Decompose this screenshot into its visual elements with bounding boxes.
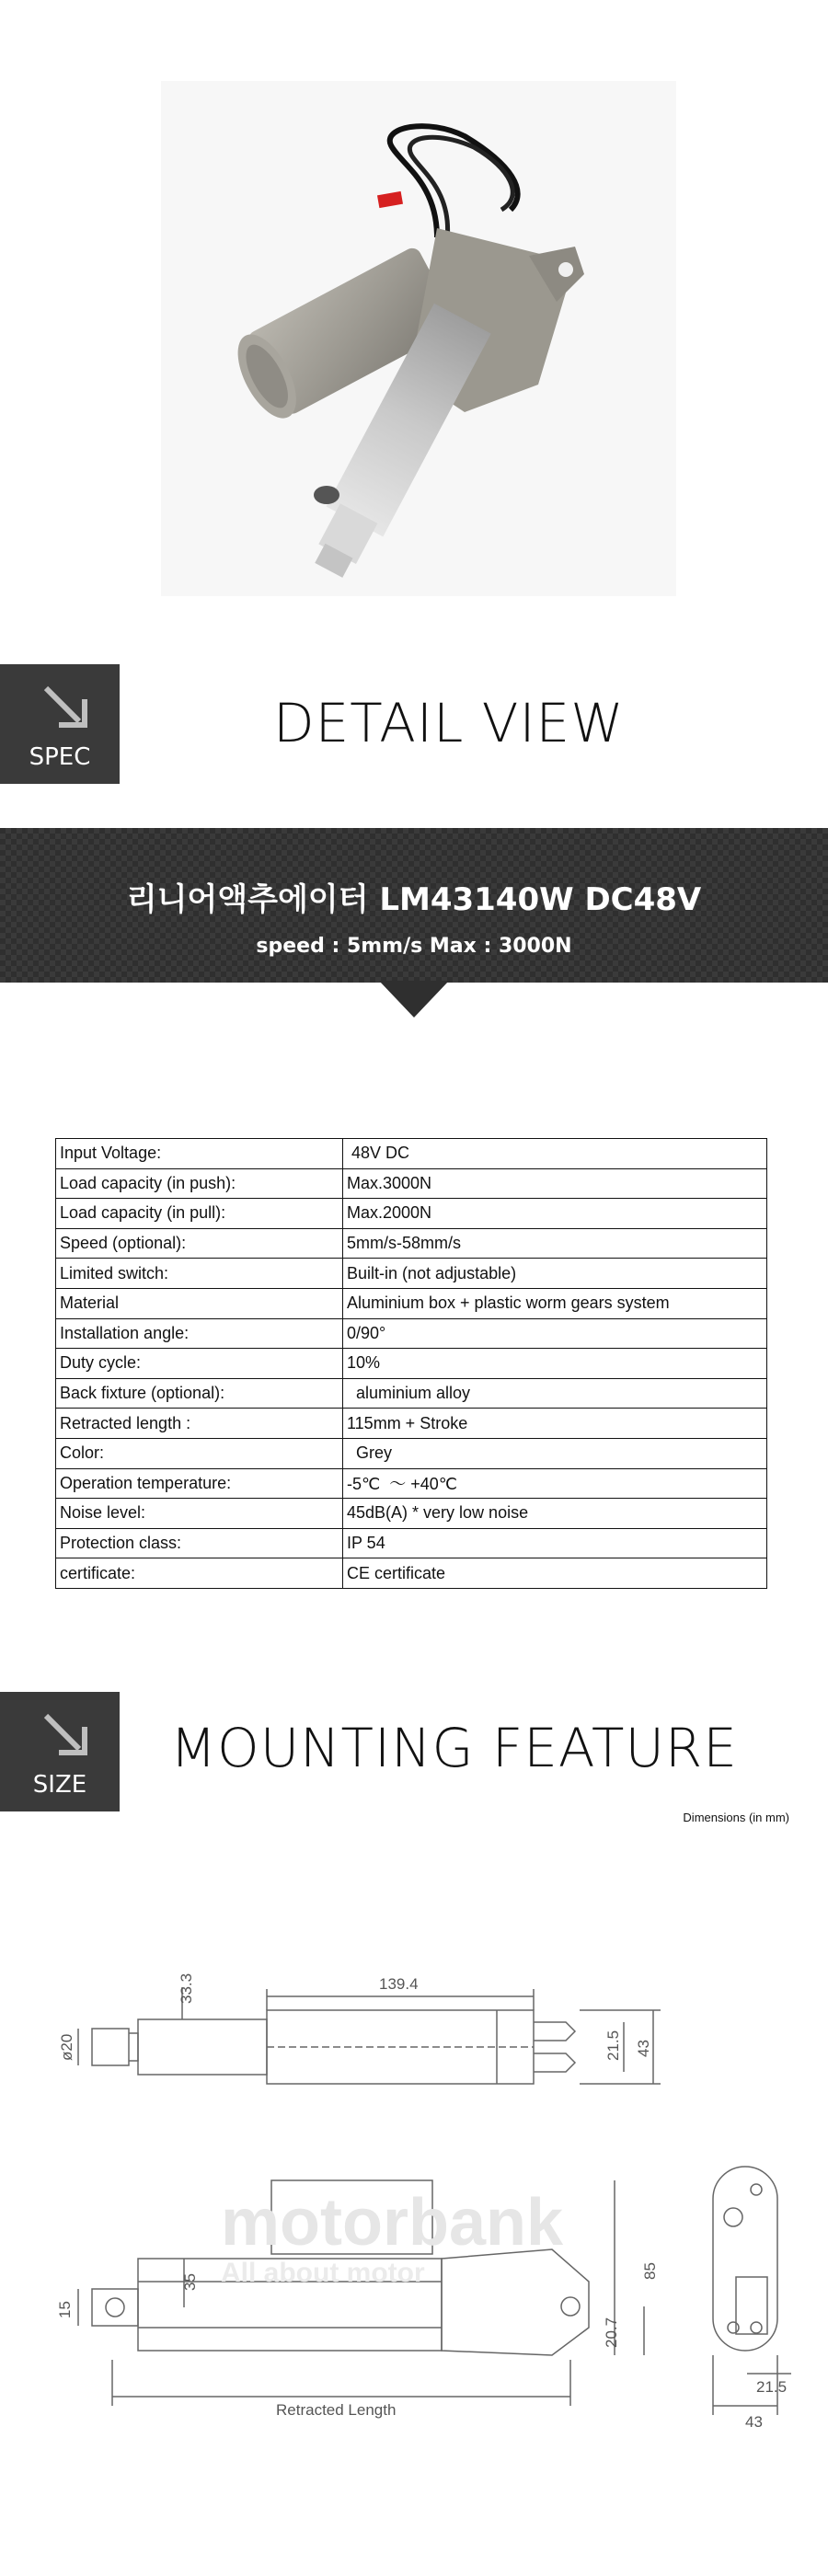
detail-view-title: DETAIL VIEW — [273, 692, 625, 754]
banner-title: 리니어액추에이터 LM43140W DC48V — [126, 881, 702, 918]
spec-label: Operation temperature: — [56, 1468, 343, 1499]
spec-label: Noise level: — [56, 1499, 343, 1529]
dim-diameter: ø20 — [58, 2033, 75, 2061]
dim-end-width: 43 — [745, 2413, 763, 2431]
spec-row — [56, 1378, 767, 1409]
dim-height-top: 33.3 — [178, 1972, 195, 2004]
top-view-rod-end — [92, 2029, 129, 2065]
spec-row — [56, 1318, 767, 1349]
banner-notch — [379, 981, 449, 1018]
dim-width-top-large: 43 — [635, 2040, 652, 2057]
spec-value: 45dB(A) * very low noise — [343, 1499, 767, 1529]
arrow-down-right-icon — [39, 679, 98, 738]
spec-row — [56, 1499, 767, 1529]
spec-value: Grey — [343, 1438, 767, 1468]
spec-table — [55, 1138, 767, 1589]
spec-row — [56, 1438, 767, 1468]
dim-rod-end: 15 — [56, 2301, 74, 2318]
banner-subtitle: speed : 5mm/s Max : 3000N — [256, 935, 572, 958]
spec-label: Load capacity (in push): — [56, 1168, 343, 1199]
spec-value: 48V DC — [343, 1139, 767, 1169]
spec-row — [56, 1168, 767, 1199]
spec-value: IP 54 — [343, 1528, 767, 1558]
dim-bottom-height: 20.7 — [603, 2317, 620, 2348]
spec-label: Limited switch: — [56, 1259, 343, 1289]
spec-label: Input Voltage: — [56, 1139, 343, 1169]
watermark-main: motorbank — [221, 2186, 564, 2260]
spec-label: Back fixture (optional): — [56, 1378, 343, 1409]
dim-length-top: 139.4 — [379, 1975, 419, 1993]
spec-row — [56, 1528, 767, 1558]
spec-value: CE certificate — [343, 1558, 767, 1589]
product-photo — [161, 81, 676, 596]
dimensions-note: Dimensions (in mm) — [683, 1811, 789, 1824]
spec-row — [56, 1199, 767, 1229]
spec-label: Material — [56, 1288, 343, 1318]
spec-badge-label: SPEC — [29, 743, 91, 771]
dim-tube-offset: 35 — [181, 2273, 199, 2291]
spec-value: 5mm/s-58mm/s — [343, 1228, 767, 1259]
spec-label: Speed (optional): — [56, 1228, 343, 1259]
spec-label: certificate: — [56, 1558, 343, 1589]
spec-row — [56, 1409, 767, 1439]
spec-row — [56, 1228, 767, 1259]
spec-label: Color: — [56, 1438, 343, 1468]
mounting-feature-title: MOUNTING FEATURE — [170, 1717, 738, 1779]
spec-label: Retracted length : — [56, 1409, 343, 1439]
dim-width-top-small: 21.5 — [604, 2030, 622, 2061]
spec-value: 10% — [343, 1349, 767, 1379]
linear-actuator-image — [161, 81, 676, 596]
spec-row — [56, 1558, 767, 1589]
spec-value: Built-in (not adjustable) — [343, 1259, 767, 1289]
spec-row — [56, 1288, 767, 1318]
arrow-down-right-icon — [39, 1707, 98, 1765]
size-badge-label: SIZE — [32, 1771, 87, 1799]
spec-row — [56, 1468, 767, 1499]
spec-value: Max.2000N — [343, 1199, 767, 1229]
spec-label: Installation angle: — [56, 1318, 343, 1349]
mounting-drawing — [0, 1895, 828, 2447]
spec-value: 0/90° — [343, 1318, 767, 1349]
spec-value: Max.3000N — [343, 1168, 767, 1199]
watermark-sub: All about motor — [221, 2258, 425, 2288]
spec-row — [56, 1259, 767, 1289]
spec-value: 115mm + Stroke — [343, 1409, 767, 1439]
spec-label: Protection class: — [56, 1528, 343, 1558]
spec-row — [56, 1349, 767, 1379]
spec-label: Duty cycle: — [56, 1349, 343, 1379]
spec-value: Aluminium box + plastic worm gears system — [343, 1288, 767, 1318]
dim-end-small: 21.5 — [756, 2378, 788, 2396]
size-badge — [0, 1692, 120, 1811]
spec-label: Load capacity (in pull): — [56, 1199, 343, 1229]
spec-value: aluminium alloy — [343, 1378, 767, 1409]
top-view-tube — [138, 2019, 267, 2075]
dim-overall-height: 85 — [641, 2262, 659, 2280]
spec-value: -5℃ ～ +40℃ — [343, 1468, 767, 1499]
spec-row — [56, 1139, 767, 1169]
spec-badge — [0, 664, 120, 784]
retracted-length-label: Retracted Length — [276, 2401, 397, 2419]
